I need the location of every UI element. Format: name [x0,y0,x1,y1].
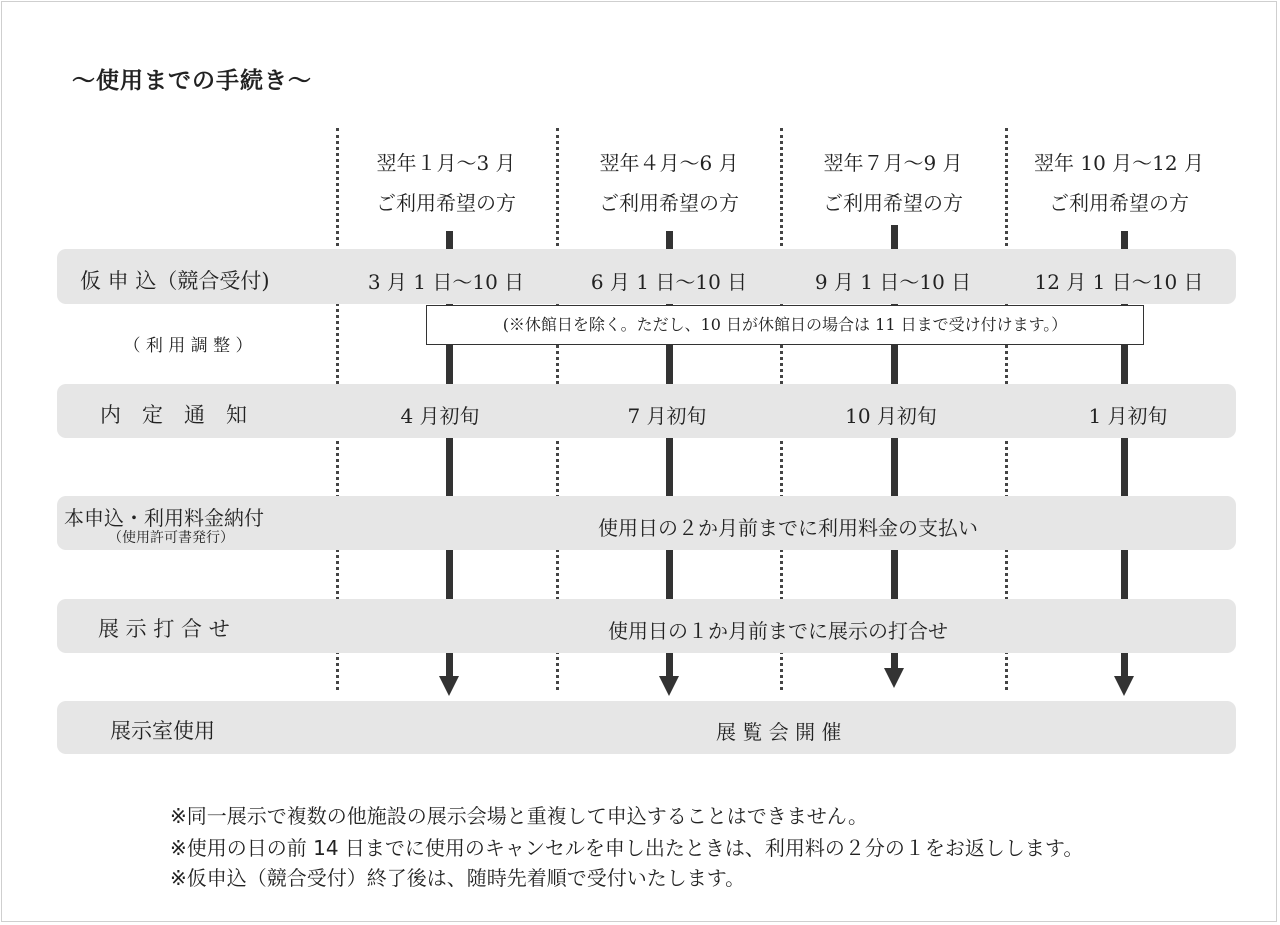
column-header-2 [569,143,769,223]
step-label-apply: 本申込・利用料金納付 [64,506,264,530]
column-period: 翌年４月～6 月 [599,151,739,175]
provisional-date-2: 6 月 1 日～10 日 [590,270,748,294]
page-frame [1,1,1277,922]
footnote-2: ※使用の日の前 14 日までに使用のキャンセルを申し出たときは、利用料の２分の１をお返しします。 [170,836,1084,860]
step-label-apply-sub: （使用許可書発行） [108,530,234,546]
column-period: 翌年７月～9 月 [823,151,963,175]
arrow-head-icon [1114,676,1134,696]
arrow-head-icon [884,668,904,688]
notice-date-2: 7 月初旬 [627,404,707,428]
payment-span-text: 使用日の２か月前までに利用料金の支払い [598,516,978,540]
footnote-3: ※仮申込（競合受付）終了後は、随時先着順で受付いたします。 [170,866,746,890]
step-label-meeting: 展 示 打 合 せ [98,617,230,641]
arrow-head-icon [439,676,459,696]
meeting-span-text: 使用日の１か月前までに展示の打合せ [608,619,948,643]
step-label-use: 展示室使用 [110,719,215,743]
provisional-date-3: 9 月 1 日～10 日 [814,270,972,294]
column-target: ご利用希望の方 [599,191,739,215]
step-label-adjust: （ 利 用 調 整 ） [123,336,253,356]
column-header-1 [346,143,546,223]
column-header-4 [1014,143,1224,223]
column-target: ご利用希望の方 [376,191,516,215]
provisional-date-1: 3 月 1 日～10 日 [367,270,525,294]
column-target: ご利用希望の方 [1049,191,1189,215]
step-label-provisional: 仮 申 込（競合受付) [80,269,270,293]
exhibition-span-text: 展 覧 会 開 催 [716,720,842,744]
arrow-head-icon [659,676,679,696]
page-title: ～使用までの手続き～ [72,68,312,94]
column-period: 翌年１月～3 月 [376,151,516,175]
column-period: 翌年 10 月～12 月 [1034,151,1204,175]
column-target: ご利用希望の方 [823,191,963,215]
footnote-1: ※同一展示で複数の他施設の展示会場と重複して申込することはできません。 [170,804,868,828]
notice-date-3: 10 月初旬 [845,404,937,428]
column-header-3 [793,143,993,223]
notice-date-4: 1 月初旬 [1088,404,1168,428]
step-label-notice: 内 定 通 知 [100,403,247,427]
holiday-note-box: (※休館日を除く。ただし、10 日が休館日の場合は 11 日まで受け付けます。） [426,305,1144,345]
provisional-date-4: 12 月 1 日～10 日 [1034,270,1204,294]
notice-date-1: 4 月初旬 [400,404,480,428]
